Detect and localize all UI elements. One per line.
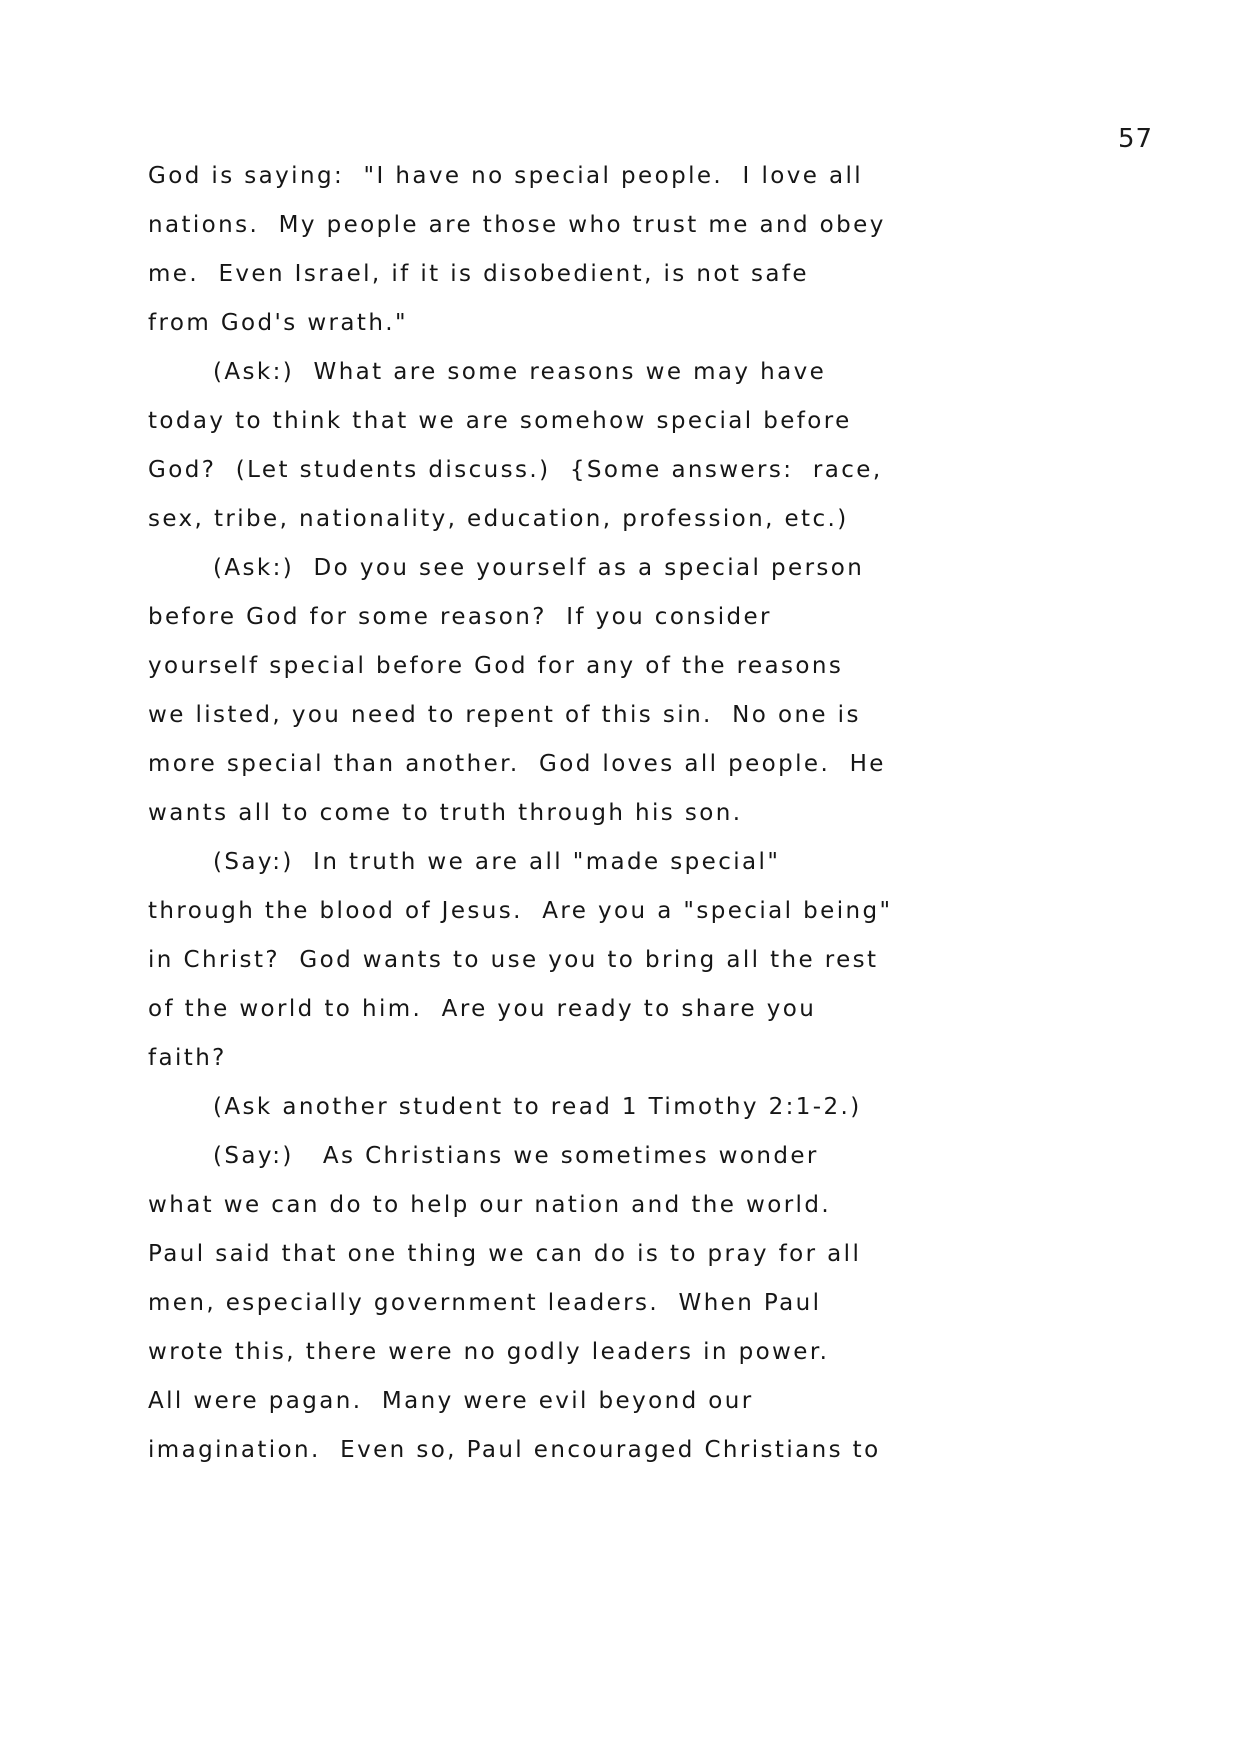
text-line: God is saying: "I have no special people. I love all [148,163,864,189]
text-line: God? (Let students discuss.) {Some answers: race, [148,457,883,483]
text-line: in Christ? God wants to use you to bring all the rest [148,947,879,973]
text-line: wants all to come to truth through his son. [148,800,743,826]
text-line: All were pagan. Many were evil beyond our [148,1388,754,1414]
text-line: of the world to him. Are you ready to share you [148,996,817,1022]
text-line: through the blood of Jesus. Are you a "special being" [148,898,893,924]
text-line: from God's wrath." [148,310,408,336]
text-line: what we can do to help our nation and the world. [148,1192,832,1218]
text-line: sex, tribe, nationality, education, profession, etc.) [148,506,849,532]
text-line: me. Even Israel, if it is disobedient, is not safe [148,261,809,287]
text-line: (Say:) As Christians we sometimes wonder [213,1143,819,1169]
text-line: before God for some reason? If you consider [148,604,772,630]
page-number: 57 [1118,124,1154,154]
text-line: (Ask:) What are some reasons we may have [213,359,827,385]
text-line: today to think that we are somehow special before [148,408,852,434]
text-line: (Ask another student to read 1 Timothy 2:1-2.) [213,1094,862,1120]
text-line: (Ask:) Do you see yourself as a special person [213,555,865,581]
text-line: Paul said that one thing we can do is to pray for all [148,1241,862,1267]
text-line: nations. My people are those who trust me and obey [148,212,886,238]
text-line: men, especially government leaders. When Paul [148,1290,822,1316]
text-line: more special than another. God loves all people. He [148,751,886,777]
text-line: yourself special before God for any of the reasons [148,653,844,679]
text-line: (Say:) In truth we are all "made special" [213,849,781,875]
text-line: faith? [148,1045,227,1071]
text-line: we listed, you need to repent of this sin. No one is [148,702,861,728]
document-body [148,152,1088,1475]
text-line: imagination. Even so, Paul encouraged Christians to [148,1437,881,1463]
text-line: wrote this, there were no godly leaders in power. [148,1339,830,1365]
